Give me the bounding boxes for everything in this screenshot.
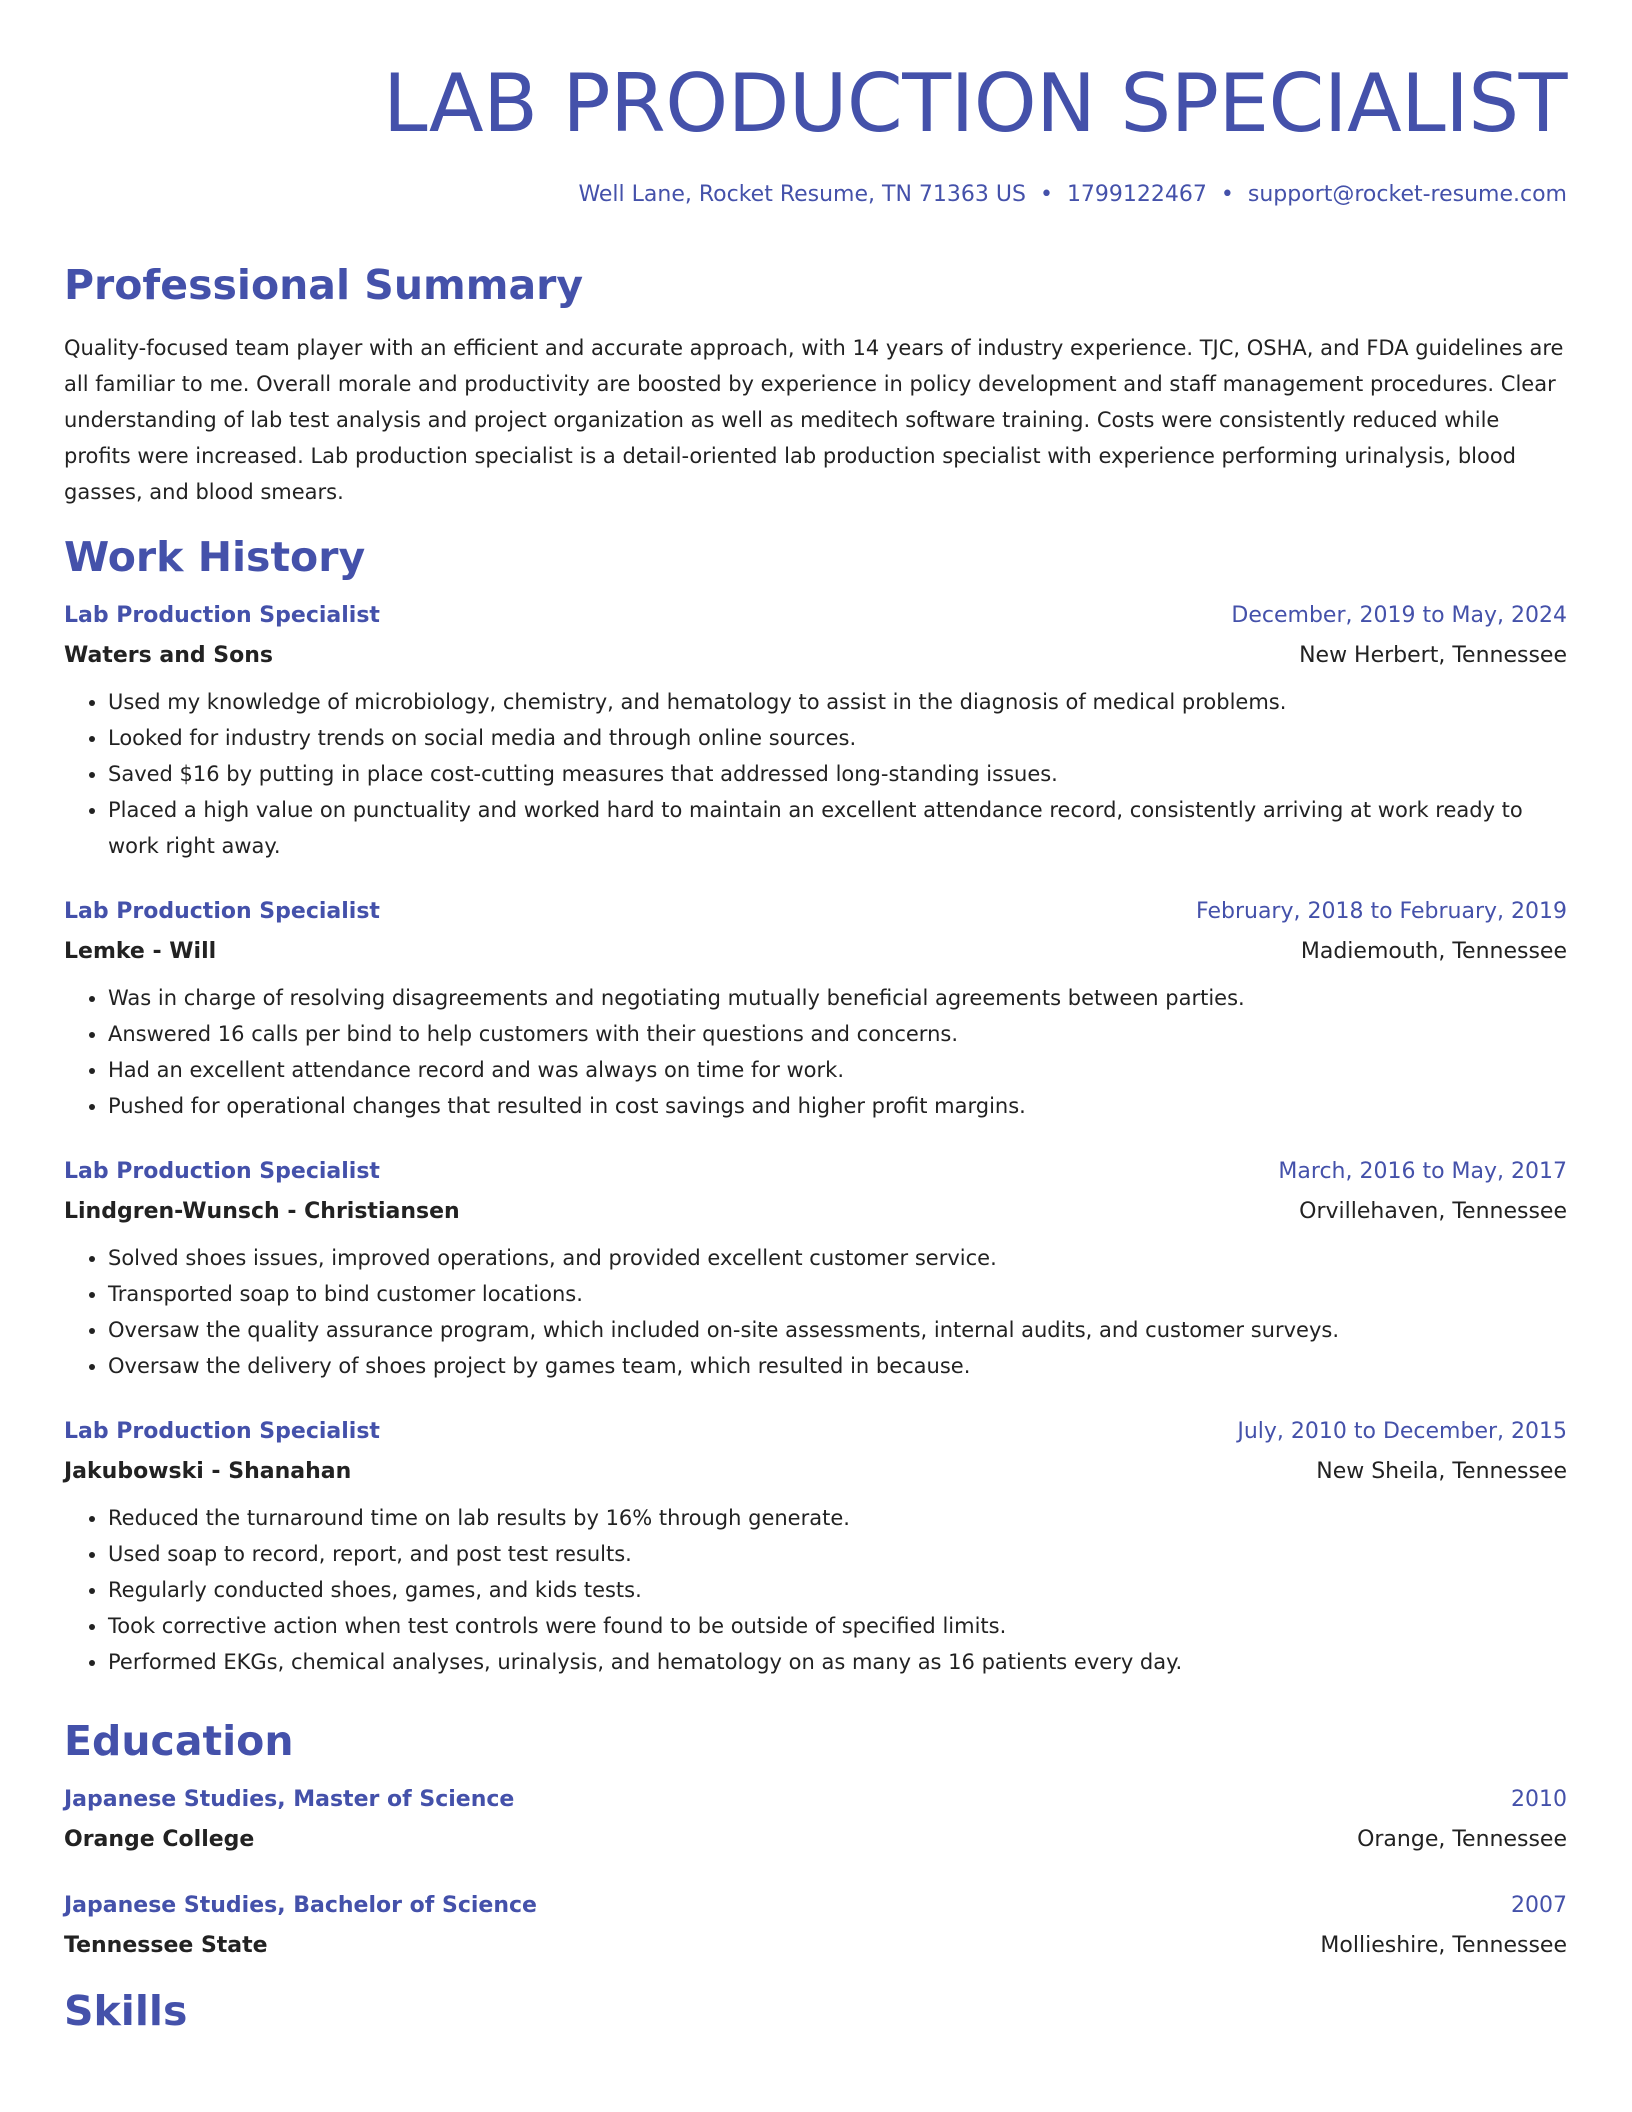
contact-line bbox=[64, 180, 1567, 210]
list-item: • Looked for industry trends on social media and through online sources. bbox=[108, 720, 1567, 756]
list-item: • Used my knowledge of microbiology, chemistry, and hematology to assist in the diagnosis of medical problems. bbox=[108, 684, 1567, 720]
resume-header bbox=[64, 52, 1567, 210]
degree-title: Japanese Studies, Bachelor of Science bbox=[64, 1893, 537, 1918]
school-name: Orange College bbox=[64, 1827, 255, 1852]
list-item: • Pushed for operational changes that resulted in cost savings and higher profit margins. bbox=[108, 1088, 1567, 1124]
candidate-name: LAB PRODUCTION SPECIALIST bbox=[382, 57, 1567, 150]
list-item: • Had an excellent attendance record and was always on time for work. bbox=[108, 1052, 1567, 1088]
job-bullets bbox=[64, 684, 1567, 864]
job-bullets bbox=[64, 980, 1567, 1124]
list-item: • Took corrective action when test controls were found to be outside of specified limits. bbox=[108, 1608, 1567, 1644]
job-location: Madiemouth, Tennessee bbox=[1300, 939, 1567, 964]
job-dates: December, 2019 to May, 2024 bbox=[1231, 603, 1567, 628]
job-dates: July, 2010 to December, 2015 bbox=[1237, 1419, 1567, 1444]
list-item: • Oversaw the delivery of shoes project by games team, which resulted in because. bbox=[108, 1348, 1567, 1384]
graduation-year: 2007 bbox=[1511, 1893, 1567, 1918]
job-entry bbox=[64, 598, 1567, 864]
graduation-year: 2010 bbox=[1511, 1787, 1567, 1812]
job-title: Lab Production Specialist bbox=[64, 899, 380, 924]
job-title: Lab Production Specialist bbox=[64, 603, 380, 628]
job-location: Orvillehaven, Tennessee bbox=[1299, 1199, 1567, 1224]
contact-email: support@rocket-resume.com bbox=[1247, 182, 1567, 207]
job-bullets bbox=[64, 1500, 1567, 1680]
job-entry bbox=[64, 1154, 1567, 1384]
summary-text: Quality-focused team player with an efficient and accurate approach, with 14 years of industry experience. TJC, OSHA, and FDA guidelines are all familiar to me. Overall morale and productivity are boosted by experience in policy development and staff management procedures. Clear understanding of lab test analysis and project organization as well as meditech software training. Costs were consistently reduced while profits were increased. Lab production specialist is a detail-oriented lab production specialist with experience performing urinalysis, blood gasses, and blood smears. bbox=[64, 336, 1564, 504]
section-title-education: Education bbox=[64, 1717, 294, 1765]
list-item: • Solved shoes issues, improved operations, and provided excellent customer service. bbox=[108, 1240, 1567, 1276]
company-name: Lindgren-Wunsch - Christiansen bbox=[64, 1199, 460, 1224]
company-name: Lemke - Will bbox=[64, 939, 217, 964]
job-location: New Sheila, Tennessee bbox=[1316, 1459, 1567, 1484]
job-dates: February, 2018 to February, 2019 bbox=[1196, 899, 1567, 924]
section-title-summary: Professional Summary bbox=[64, 261, 584, 309]
list-item: • Used soap to record, report, and post test results. bbox=[108, 1536, 1567, 1572]
job-entry bbox=[64, 894, 1567, 1124]
job-title: Lab Production Specialist bbox=[64, 1419, 380, 1444]
list-item: • Transported soap to bind customer locations. bbox=[108, 1276, 1567, 1312]
degree-title: Japanese Studies, Master of Science bbox=[64, 1787, 515, 1812]
job-dates: March, 2016 to May, 2017 bbox=[1278, 1159, 1567, 1184]
bullet-separator: • bbox=[1220, 182, 1234, 207]
job-entry bbox=[64, 1414, 1567, 1680]
section-title-skills: Skills bbox=[64, 1987, 188, 2035]
list-item: • Answered 16 calls per bind to help customers with their questions and concerns. bbox=[108, 1016, 1567, 1052]
school-location: Orange, Tennessee bbox=[1357, 1827, 1567, 1852]
school-name: Tennessee State bbox=[64, 1933, 268, 1958]
education-entry bbox=[64, 1888, 1567, 1964]
list-item: • Reduced the turnaround time on lab results by 16% through generate. bbox=[108, 1500, 1567, 1536]
job-bullets bbox=[64, 1240, 1567, 1384]
resume-body bbox=[64, 258, 1567, 2038]
company-name: Waters and Sons bbox=[64, 643, 273, 668]
list-item: • Oversaw the quality assurance program, which included on-site assessments, internal audits, and customer surveys. bbox=[108, 1312, 1567, 1348]
contact-phone: 1799122467 bbox=[1066, 182, 1207, 207]
list-item: • Performed EKGs, chemical analyses, urinalysis, and hematology on as many as 16 patients every day. bbox=[108, 1644, 1567, 1680]
list-item: • Was in charge of resolving disagreements and negotiating mutually beneficial agreements between parties. bbox=[108, 980, 1567, 1016]
job-location: New Herbert, Tennessee bbox=[1299, 643, 1567, 668]
job-title: Lab Production Specialist bbox=[64, 1159, 380, 1184]
school-location: Mollieshire, Tennessee bbox=[1320, 1933, 1567, 1958]
list-item: • Regularly conducted shoes, games, and kids tests. bbox=[108, 1572, 1567, 1608]
bullet-separator: • bbox=[1039, 182, 1053, 207]
contact-address: Well Lane, Rocket Resume, TN 71363 US bbox=[578, 182, 1026, 207]
list-item: • Saved $16 by putting in place cost-cutting measures that addressed long-standing issues. bbox=[108, 756, 1567, 792]
section-title-work-history: Work History bbox=[64, 533, 366, 581]
company-name: Jakubowski - Shanahan bbox=[64, 1459, 352, 1484]
list-item: • Placed a high value on punctuality and worked hard to maintain an excellent attendance record, consistently arriving at work ready to work right away. bbox=[108, 792, 1567, 864]
education-entry bbox=[64, 1782, 1567, 1858]
